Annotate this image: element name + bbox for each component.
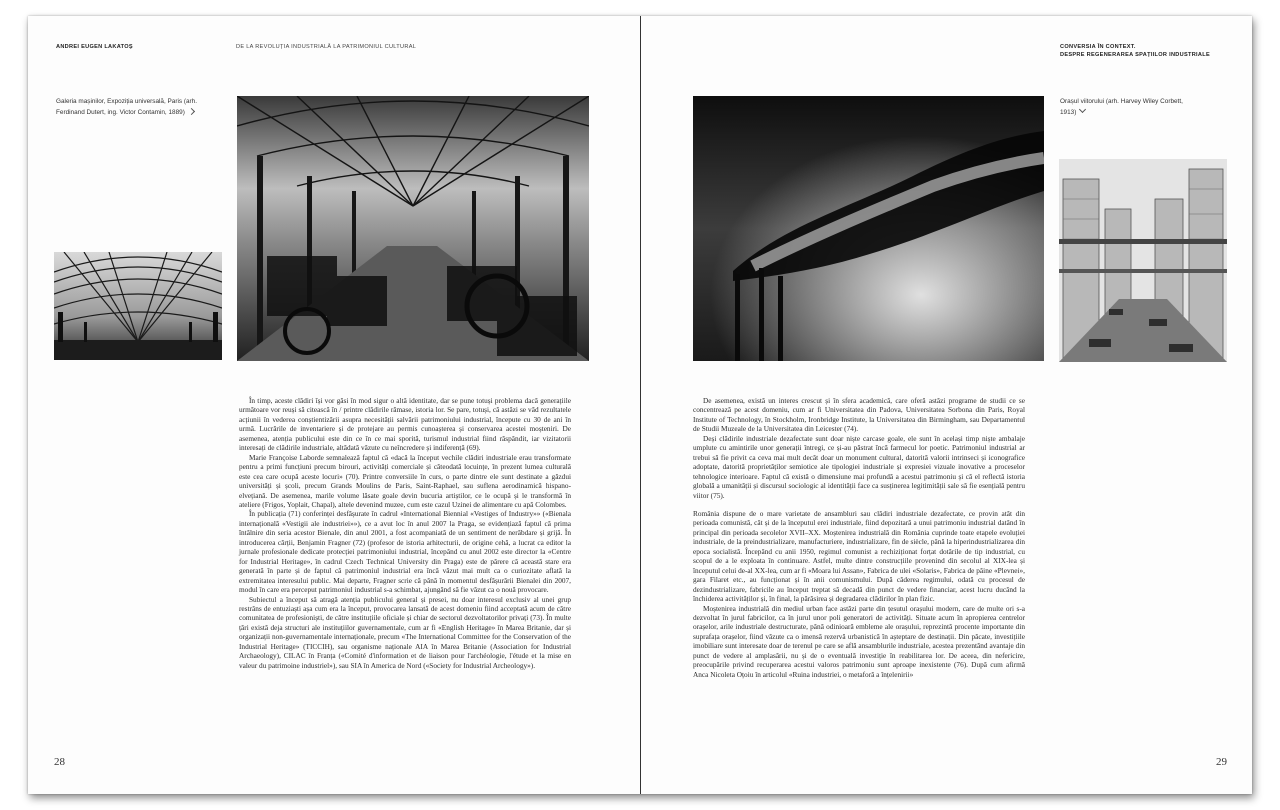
paragraph-gap	[693, 500, 1025, 509]
caption-machine-gallery	[56, 96, 226, 118]
paragraph: În timp, aceste clădiri își vor găsi în mod sigur o altă identitate, dar se pune totuși problema dacă generațiile următoare vor reuși să citească în / printre clădirile rămase, istoria lor. Se pare, totuși, că astăzi se văd rezultatele acțiunii în vederea conștientizării asupra necesității salvării patrimoniului industrial, începute cu 30 de ani în urmă. Lucrările de inventariere și de protejare au permis cunoașterea și conservarea acestei moșteniri. De asemenea, atenția publicului este din ce în ce mai sporită, turismul industrial fiind răspândit, iar vizitatorii interesați de clădirile industriale, altădată văzute cu neîncredere și indiferență (69).	[239, 396, 571, 453]
book-spread	[28, 16, 1252, 794]
running-head-chapter-subtitle: DESPRE REGENERAREA SPAȚIILOR INDUSTRIALE	[1060, 52, 1210, 58]
paragraph: Moștenirea industrială din mediul urban face astăzi parte din țesutul orașului modern, care de multe ori s-a dezvoltat în jurul fabricilor, ca în jurul unor poli generatori de activități. Situate acum în apropierea centrelor orașelor, arile industriale destructurate, până odinioară embleme ale orașului, reprezintă procente importante din suprafața orașelor, fiind văzute ca o imensă rezervă urbanistică în așteptare de destinații. Din păcate, investițiile imobiliare sunt interesate doar de terenul pe care se află ansamblurile industriale, acestea prezentând avantaje din punct de vedere al amplasării, nu și de o eventuală investiție în reabilitarea lor. De aceea, din nefericire, preocupările privind recuperarea acestui valoros patrimoniu sunt aproape inexistente (76). După cum afirmă Anca Nicoleta Oțoiu în articolul «Ruina industriei, o metaforă a înțelenirii»	[693, 603, 1025, 679]
caption-text: Galeria mașinilor, Expoziția universală, Paris (arh. Ferdinand Dutert, ing. Victor Contamin, 1889)	[56, 98, 198, 116]
paragraph: Marie Françoise Laborde semnalează faptul că «dacă la început vechile clădiri industriale erau transformate pentru a primi funcțiuni precum birouri, activități comerciale și câteodată locuințe, în prezent lumea culturală este cea care ocupă aceste locuri» (70). Printre conversiile în curs, o parte dintre ele sunt destinate a găzdui universități și școli, precum Grands Moulins de Paris, Saint-Raphael, sau suflena aerodinamică hispano-elvețiană. De asemenea, marile volume lăsate goale devin bucuria artiștilor, ce le ocupă și le transformă în ateliere (Frigos, Yoplait, Chapal), altele devenind muzee, cum este cazul Uzinei de alimentare cu apă Colombes.	[239, 452, 571, 509]
photo-machine-gallery-interior	[237, 96, 589, 361]
photo-machine-gallery-vault	[54, 252, 222, 360]
caption-city-of-future	[1060, 96, 1200, 118]
text-column-right	[693, 396, 1025, 679]
running-head-author: ANDREI EUGEN LAKATOȘ	[56, 44, 133, 50]
chevron-right-icon	[188, 108, 195, 115]
paragraph: România dispune de o mare varietate de ansambluri sau clădiri industriale dezafectate, ce provin atât din perioada comunistă, cât și de la începutul erei industriale, fiind depozitară a unui patrimoniu industrial datând în principal din perioada secolelor XVII–XX. Moștenirea industrială din România cuprinde toate etapele evoluției industriale, de la preindustrializare, manufacturiere, industrializare, fin de siècle, până la hiperindustrializarea din epoca socialistă. Începând cu anii 1950, regimul comunist a rechiziționat forțat dotările de tip industrial, cu scopul de a le exploata în continuare. Astfel, multe dintre construcțiile provenind din secolul al XIX-lea și începutul celui de-al XX-lea, cum ar fi «Moara lui Assan», Fabrica de ulei «Solaris», Fabrica de pâine «Plevnei», gara Filaret etc., au funcționat și în anii comunismului. După căderea regimului, odată cu procesul de dezindustrializare, fabricile au început treptat să decadă din punct de vedere financiar, acest lucru ducând la închiderea activităților și, în final, la părăsirea și degradarea clădirilor în plan fizic.	[693, 508, 1025, 604]
paragraph: În publicația (71) conferinței desfășurate în cadrul «International Biennial «Vestiges of Industry»» («Bienala internațională «Vestigii ale industriei»»), ce a avut loc în anul 2007 la Praga, se evidențiază faptul că prima întâlnire din seria acestor Bienale, din anul 2001, a fost acompaniată de un sentiment de nerăbdare și grijă. În introducerea cărții, Benjamin Fragner (72) (profesor de istoria arhitecturii, de origine cehă, a lucrat ca editor la jurnale profesionale dedicate protecției patrimoniului industrial, începând cu anul 2002 este director la «Centre for Industrial Heritage», în cadrul Czech Technical University din Praga) este de părere că această stare era generată în parte și de faptul că patrimoniul industrial era încă văzut mai mult ca o curiozitate aflată la extremitatea interesului public. Mai departe, Fragner scrie că până în momentul desfășurării Bienalei din 2007, modul în care era perceput patrimoniul industrial s-a schimbat, ajungând să fie văzut ca o nouă provocare.	[239, 509, 571, 595]
running-head-book-title: DE LA REVOLUȚIA INDUSTRIALĂ LA PATRIMONIUL CULTURAL	[236, 44, 417, 50]
page-number-right: 29	[1216, 756, 1227, 768]
photo-smoking-chimneys	[693, 96, 1044, 361]
paragraph: Deși clădirile industriale dezafectate sunt doar niște carcase goale, ele sunt în același timp niște ambalaje umplute cu amintirile unor generații întregi, ce și-au păstrat încă farmecul lor poetic. Patrimoniul industrial ar trebui să fie privit ca ceva mai mult decât doar un monument cultural, datorită valorii intrinseci și iconografice adoptate, datorită proprietăților semiotice ale tipologiei industriale și expresiei vizuale inovative a proceselor tehnologice interioare. Faptul că există o dimensiune mai profundă a acestui patrimoniu și că el reflectă istoria globală a umanității și discursul sociologic al identității face ca susținerea legitimității sale să fie esențială pentru viitor (75).	[693, 433, 1025, 500]
page-number-left: 28	[54, 756, 65, 768]
book-gutter	[640, 16, 641, 794]
photo-city-of-future-drawing	[1059, 159, 1227, 362]
paragraph: Subiectul a început să atragă atenția publicului general și presei, nu doar interesul exclusiv al unei grup restrâns de entuziaști așa cum era la început, provocarea lansată de acest domeniu fiind acceptată acum de către comunitatea de profesioniști, de către instituțiile oficiale și chiar de sectorul dezvoltatorilor privați (73). În multe țări există deja structuri ale instituțiilor guvernamentale, cum ar fi «English Heritage» în Marea Britanie, dar și organizații non-guvernamentale internaționale, precum «The International Committee for the Conservation of the Industrial Heritage» (TICCIH), sau organisme naționale AIA în Marea Britanie (Association for Industrial Archaeology), CILAC în Franța («Comité d'information et de liaison pour l'archéologie, l'étude et la mise en valeur du patrimoine industriel»), sau SIA în America de Nord («Society for Industrial Archeology»).	[239, 594, 571, 670]
paragraph: De asemenea, există un interes crescut și în sfera academică, care oferă astăzi programe de studii ce se concentrează pe acest domeniu, cum ar fi Universitatea din Padova, Universitatea Sorbona din Paris, Royal Institute of Technology, în Stockholm, Ironbridge Institute, la Universitatea din Birmingham, sau Departamentul de Studii Muzeale de la Universitatea din Leicester (74).	[693, 396, 1025, 434]
running-head-chapter-title: CONVERSIA ÎN CONTEXT.	[1060, 44, 1136, 50]
chevron-down-icon	[1079, 106, 1086, 113]
caption-text: Orașul viitorului (arh. Harvey Wiley Corbett, 1913)	[1060, 98, 1183, 116]
text-column-left	[239, 396, 571, 670]
